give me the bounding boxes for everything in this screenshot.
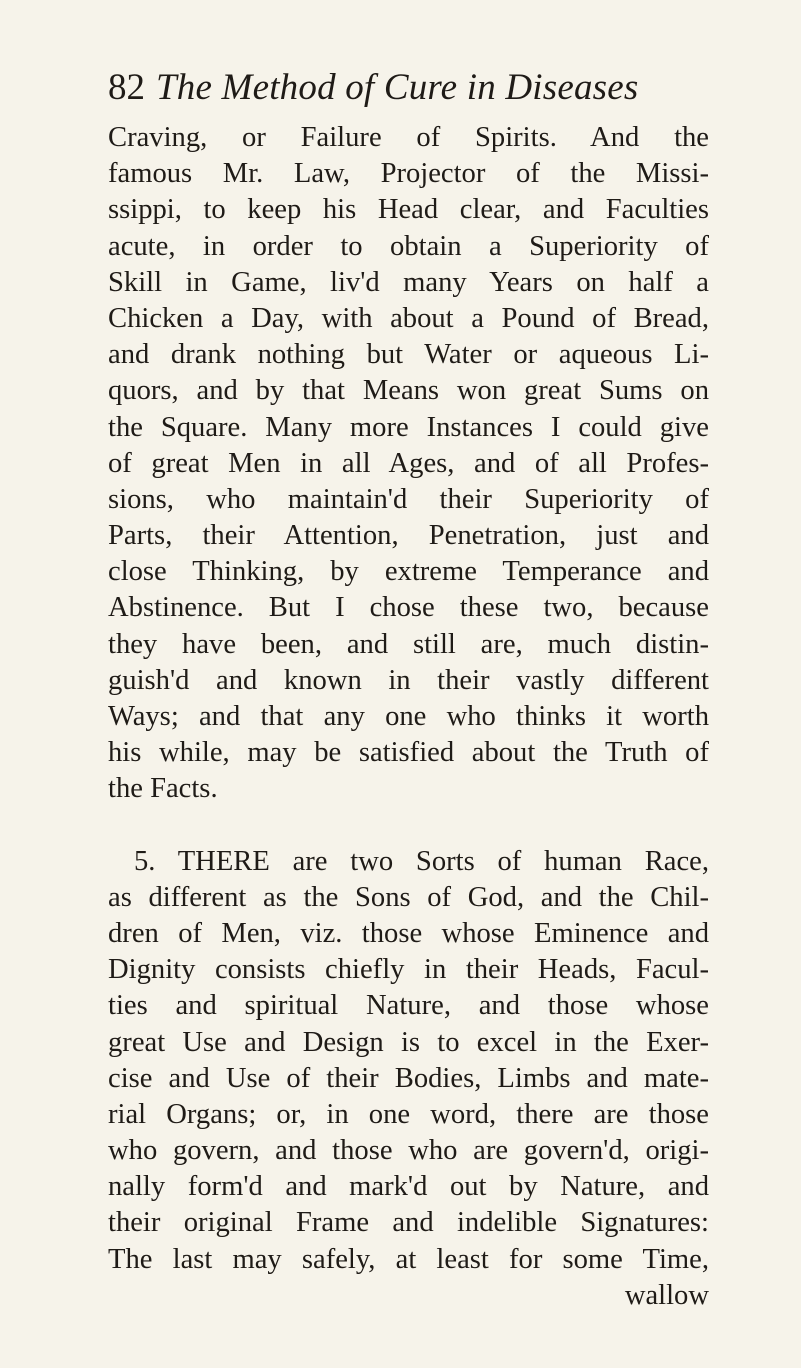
text-line: guish'd and known in their vastly different bbox=[108, 664, 709, 696]
catchword: wallow bbox=[624, 1279, 709, 1311]
text-line: Ways; and that any one who thinks it worth bbox=[108, 701, 709, 732]
page-header bbox=[108, 66, 709, 114]
page-number: 82 bbox=[108, 67, 145, 108]
text-line: famous Mr. Law, Projector of the Missi- bbox=[108, 158, 709, 190]
text-line: who govern, and those who are govern'd, origi- bbox=[108, 1135, 709, 1167]
running-title: The Method of Cure in Diseases bbox=[156, 67, 639, 108]
text-line: the Facts. bbox=[108, 773, 218, 805]
text-line: rial Organs; or, in one word, there are those bbox=[108, 1098, 709, 1130]
text-line: Skill in Game, liv'd many Years on half a bbox=[108, 266, 709, 298]
text-line: The last may safely, at least for some Time, bbox=[108, 1243, 709, 1275]
text-line: close Thinking, by extreme Temperance and bbox=[108, 556, 709, 588]
text-line: quors, and by that Means won great Sums on bbox=[108, 375, 709, 407]
paragraph-gap bbox=[108, 808, 709, 844]
text-line: ssippi, to keep his Head clear, and Faculties bbox=[108, 194, 709, 226]
text-line: Dignity consists chiefly in their Heads, Facul- bbox=[108, 954, 709, 986]
text-line: Parts, their Attention, Penetration, just and bbox=[108, 520, 709, 552]
text-line: great Use and Design is to excel in the Exer- bbox=[108, 1026, 709, 1058]
text-line: they have been, and still are, much distin- bbox=[108, 628, 709, 660]
text-line: as different as the Sons of God, and the Chil- bbox=[108, 881, 709, 913]
text-line: cise and Use of their Bodies, Limbs and mate- bbox=[108, 1062, 709, 1094]
text-line: Chicken a Day, with about a Pound of Bread, bbox=[108, 302, 709, 334]
text-line: Abstinence. But I chose these two, because bbox=[108, 592, 709, 624]
text-line: his while, may be satisfied about the Truth of bbox=[108, 737, 709, 769]
text-line: sions, who maintain'd their Superiority of bbox=[108, 483, 709, 515]
text-line: Craving, or Failure of Spirits. And the bbox=[108, 122, 709, 153]
paragraph-1 bbox=[108, 120, 709, 808]
text-line: dren of Men, viz. those whose Eminence and bbox=[108, 917, 709, 949]
text-line: and drank nothing but Water or aqueous Li- bbox=[108, 339, 709, 371]
text-line: ties and spiritual Nature, and those whose bbox=[108, 990, 709, 1022]
text-line: their original Frame and indelible Signatures: bbox=[108, 1207, 709, 1239]
paragraph-2 bbox=[108, 844, 709, 1314]
text-line: 5. THERE are two Sorts of human Race, bbox=[134, 845, 709, 877]
text-line: acute, in order to obtain a Superiority of bbox=[108, 230, 709, 262]
text-line: the Square. Many more Instances I could give bbox=[108, 411, 709, 443]
text-line: nally form'd and mark'd out by Nature, and bbox=[108, 1171, 709, 1203]
text-line: of great Men in all Ages, and of all Profes- bbox=[108, 447, 709, 479]
